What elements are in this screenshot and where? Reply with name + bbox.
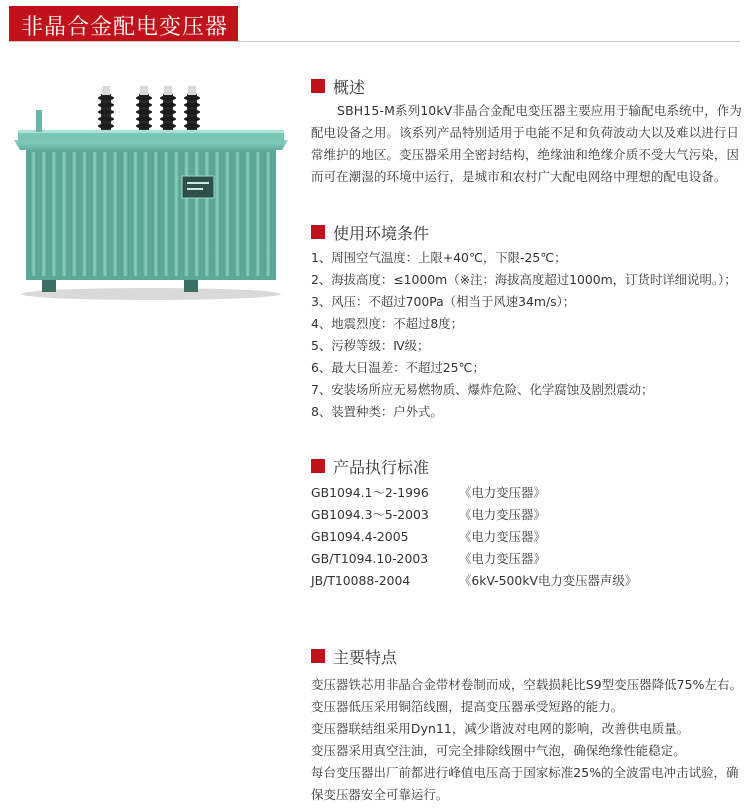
- radiator-fin: [71, 152, 78, 276]
- radiator-fin: [101, 152, 108, 276]
- features-heading: 主要特点: [311, 646, 397, 666]
- list-item: 变压器铁芯用非晶合金带材卷制而成，空载损耗比S9型变压器降低75%左右。: [311, 677, 742, 692]
- radiator-fin: [234, 152, 241, 276]
- list-item: 4、地震烈度：不超过8度；: [311, 316, 464, 331]
- standard-code: GB1094.4-2005: [311, 529, 409, 544]
- standard-name: 《电力变压器》: [459, 507, 546, 522]
- standard-row: [311, 504, 741, 526]
- list-item: 变压器低压采用铜箔线圈，提高变压器承受短路的能力。: [311, 699, 624, 714]
- standard-code: GB1094.3～5-2003: [311, 507, 429, 522]
- bushing: [160, 86, 176, 130]
- standard-name: 《电力变压器》: [459, 551, 546, 566]
- standard-row: [311, 482, 741, 504]
- radiator-fin: [61, 152, 68, 276]
- radiator-fin: [40, 152, 47, 276]
- overview-heading: 概述: [311, 76, 365, 96]
- section-marker: [311, 459, 325, 473]
- page-title: 非晶合金配电变压器: [21, 15, 229, 40]
- list-item: 2、海拔高度：≤1000m（※注：海拔高度超过1000m，订货时详细说明。）；: [311, 272, 737, 287]
- standard-row: [311, 570, 741, 592]
- standard-name: 《电力变压器》: [459, 485, 546, 500]
- radiator-fin: [163, 152, 170, 276]
- radiator-fin: [30, 152, 37, 276]
- section-marker: [311, 649, 325, 663]
- list-item: 6、最大日温差：不超过25℃；: [311, 360, 485, 375]
- radiator-fin: [122, 152, 129, 276]
- list-item: 变压器联结组采用Dyn11，减少谐波对电网的影响，改善供电质量。: [311, 721, 690, 736]
- standard-name: 《6kV-500kV电力变压器声级》: [459, 573, 638, 588]
- radiator-fin: [132, 152, 139, 276]
- environment-heading: 使用环境条件: [311, 222, 429, 242]
- radiator-fin: [254, 152, 261, 276]
- environment-list: [311, 247, 737, 423]
- standard-code: GB1094.1～2-1996: [311, 485, 429, 500]
- standard-row: [311, 548, 741, 570]
- transformer-product-image: [6, 80, 294, 302]
- radiator-fin: [142, 152, 149, 276]
- list-item: 8、装置种类：户外式。: [311, 404, 443, 419]
- bushing: [98, 86, 114, 130]
- features-list: [311, 674, 746, 806]
- list-item: 5、污秽等级：Ⅳ级；: [311, 338, 430, 353]
- radiator-fin: [214, 152, 221, 276]
- standards-list: [311, 482, 741, 592]
- radiator-fin: [193, 152, 200, 276]
- standard-code: GB/T1094.10-2003: [311, 551, 429, 566]
- radiator-fin: [173, 152, 180, 276]
- title-divider: [9, 41, 740, 42]
- radiator-fin: [183, 152, 190, 276]
- overview-text: SBH15-M系列10kV非晶合金配电变压器主要应用于输配电系统中，作为配电设备之用。该系列产品特别适用于电能不足和负荷波动大以及难以进行日常维护的地区。变压器采用全密封结构，绝缘油和绝缘介质不受大气污染，因而可在潮湿的环境中运行，是城市和农村广大配电网络中理想的配电设备。: [311, 103, 742, 184]
- section-marker: [311, 79, 325, 93]
- radiator-fin: [244, 152, 251, 276]
- bushing: [184, 86, 200, 130]
- standard-row: [311, 526, 741, 548]
- radiator-fin: [203, 152, 210, 276]
- radiator-fin: [224, 152, 231, 276]
- standards-heading: 产品执行标准: [311, 456, 429, 476]
- standard-code: JB/T10088-2004: [311, 573, 411, 588]
- bushing: [136, 86, 152, 130]
- list-item: 7、安装场所应无易燃物质、爆炸危险、化学腐蚀及剧烈震动；: [311, 382, 654, 397]
- radiator-fin: [91, 152, 98, 276]
- list-item: 3、风压：不超过700Pa（相当于风速34m/s）；: [311, 294, 576, 309]
- radiator-fin: [112, 152, 119, 276]
- list-item: 每台变压器出厂前都进行峰值电压高于国家标准25%的全波雷电冲击试验，确保变压器安全可靠运行。: [311, 765, 739, 802]
- radiator-fin: [265, 152, 272, 276]
- list-item: 变压器采用真空注油，可完全排除线圈中气泡，确保绝缘性能稳定。: [311, 743, 686, 758]
- radiator-fin: [81, 152, 88, 276]
- standard-name: 《电力变压器》: [459, 529, 546, 544]
- radiator-fin: [152, 152, 159, 276]
- page-title-bar: [9, 6, 238, 41]
- section-marker: [311, 225, 325, 239]
- radiator-fin: [50, 152, 57, 276]
- list-item: 1、周围空气温度：上限+40℃，下限-25℃；: [311, 250, 567, 265]
